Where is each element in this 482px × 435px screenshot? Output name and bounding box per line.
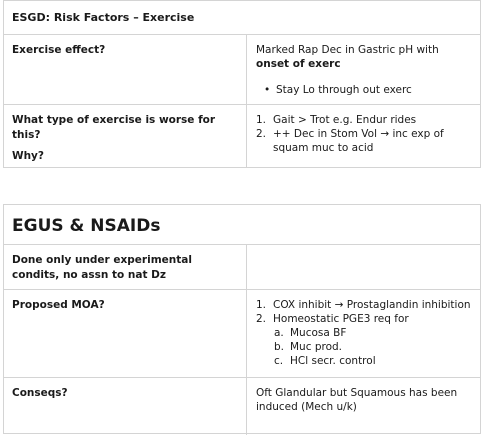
answer-cell [247, 290, 480, 377]
list-item-text: COX inhibit → Prostaglandin inhibition [273, 299, 471, 311]
answer-text: Oft Glandular but Squamous has been induced (Mech u/k) [256, 387, 458, 413]
question-text: What type of exercise is worse for this? [12, 114, 216, 141]
question-text: Proposed MOA? [12, 299, 105, 311]
bullet-list [256, 83, 472, 97]
question-text-secondary: Why? [12, 150, 44, 162]
number-marker: 1. [256, 299, 267, 311]
answer-cell [247, 35, 480, 104]
question-text: Exercise effect? [12, 44, 106, 56]
list-item-text: Muc prod. [290, 341, 343, 353]
table-row [4, 290, 480, 378]
answer-cell [247, 378, 480, 435]
list-item [256, 298, 472, 312]
list-item [256, 127, 472, 155]
list-item-text: ++ Dec in Stom Vol → inc exp of squam muc to acid [273, 128, 444, 154]
question-cell [4, 35, 247, 104]
letter-marker: c. [274, 355, 284, 367]
answer-bold: onset of exerc [256, 58, 341, 70]
letter-marker: b. [274, 341, 285, 353]
table-row [4, 105, 480, 167]
number-marker: 2. [256, 313, 267, 325]
table-row [4, 245, 480, 290]
number-marker: 1. [256, 114, 267, 126]
list-item [256, 83, 472, 97]
list-item [274, 326, 472, 340]
list-item-text: Gait > Trot e.g. Endur rides [273, 114, 417, 126]
list-item [256, 312, 472, 326]
question-cell [4, 378, 247, 435]
bullet-marker: • [264, 84, 271, 96]
exercise-card-header [4, 1, 480, 35]
answer-cell [247, 105, 480, 167]
list-item-text: Stay Lo through out exerc [276, 84, 412, 96]
lettered-list [256, 326, 472, 368]
list-item-text: Homeostatic PGE3 req for [273, 313, 409, 325]
question-text: Conseqs? [12, 387, 68, 399]
answer-prefix: Marked Rap Dec in Gastric pH with [256, 44, 439, 56]
numbered-list [256, 298, 472, 326]
nsaids-card-title: EGUS & NSAIDs [12, 216, 161, 236]
answer-cell [247, 245, 480, 289]
nsaids-card [3, 204, 481, 434]
nsaids-card-header [4, 205, 480, 245]
number-marker: 2. [256, 128, 267, 140]
exercise-card [3, 0, 481, 168]
question-cell [4, 290, 247, 377]
question-text: Done only under experimental condits, no assn to nat Dz [12, 254, 192, 281]
list-item [274, 340, 472, 354]
question-cell [4, 245, 247, 289]
list-item-text: Mucosa BF [290, 327, 347, 339]
list-item [256, 113, 472, 127]
letter-marker: a. [274, 327, 284, 339]
question-cell [4, 105, 247, 167]
list-item [274, 354, 472, 368]
list-item-text: HCl secr. control [290, 355, 376, 367]
answer-text [256, 43, 472, 71]
numbered-list [256, 113, 472, 155]
exercise-card-title: ESGD: Risk Factors – Exercise [12, 11, 195, 24]
table-row [4, 378, 480, 435]
table-row [4, 35, 480, 105]
